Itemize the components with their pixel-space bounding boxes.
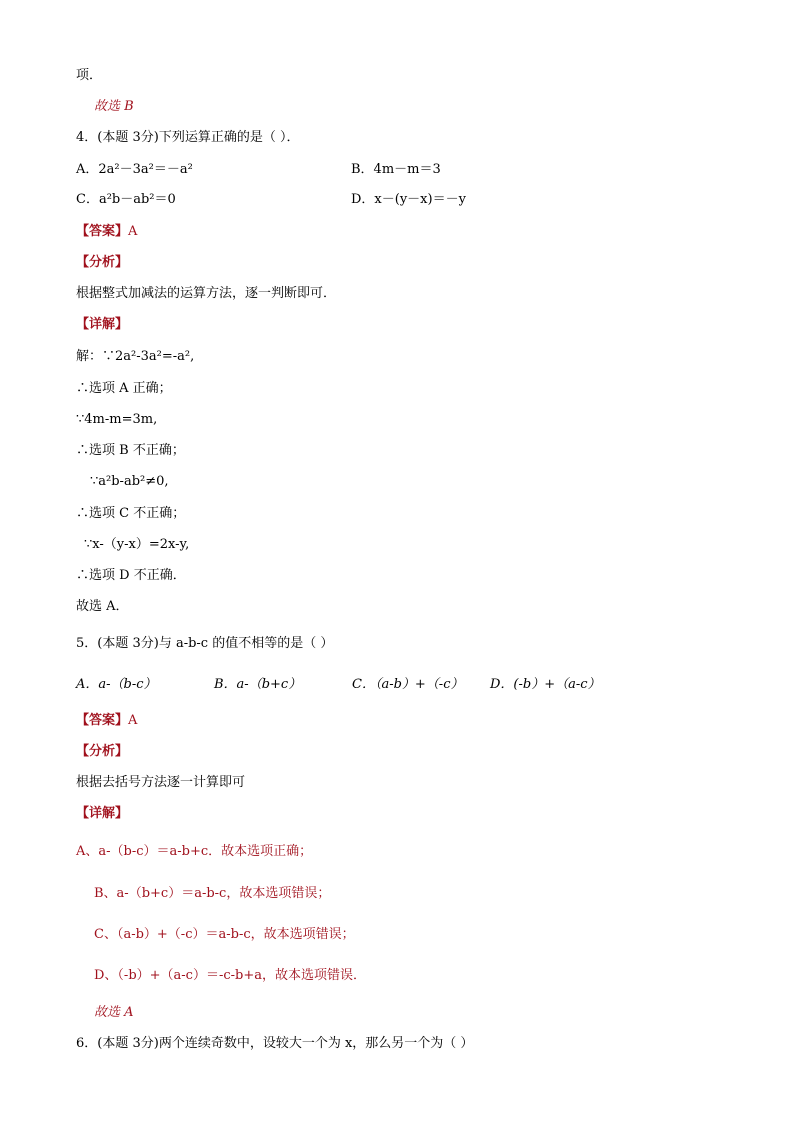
q4-option-c: C．a²b－ab²＝0	[76, 192, 176, 207]
q4-detail-line: ∵x-（y-x）=2x-y,	[84, 537, 190, 552]
q4-detail-line: ∵4m-m=3m,	[76, 412, 158, 427]
q5-detail-line: C、（a-b）+（-c）＝a-b-c，故本选项错误；	[94, 927, 355, 942]
q5-option-d: D．(-b）+（a-c）	[490, 677, 601, 692]
q5-answer-label: 【答案】	[76, 713, 129, 728]
prev-choose-line: 故选 B	[94, 99, 134, 114]
q5-analysis-text: 根据去括号方法逐一计算即可	[76, 775, 246, 790]
q6-stem: 6．(本题 3分)两个连续奇数中，设较大一个为 x，那么另一个为（ ）	[76, 1036, 474, 1051]
q5-answer-value: A	[128, 713, 138, 728]
q4-detail-line: ∴选项 D 不正确．	[76, 568, 186, 583]
q4-answer-label: 【答案】	[76, 224, 129, 239]
q5-detail-line: B、a-（b+c）＝a-b-c，故本选项错误；	[94, 886, 331, 901]
q4-detail-line: ∴选项 B 不正确；	[76, 443, 185, 458]
q5-detail-line: D、（-b）+（a-c）＝-c-b+a，故本选项错误．	[94, 968, 366, 983]
q4-detail-line: ∴选项 C 不正确；	[76, 506, 186, 521]
q5-stem: 5．(本题 3分)与 a-b-c 的值不相等的是（ ）	[76, 636, 334, 651]
q5-detail-label: 【详解】	[76, 806, 129, 821]
q4-answer-value: A	[128, 224, 138, 239]
q5-choose-line: 故选 A	[94, 1005, 134, 1020]
q4-stem: 4．(本题 3分)下列运算正确的是（ ）．	[76, 130, 300, 145]
q5-detail-line: A、a-（b-c）＝a-b+c．故本选项正确；	[76, 844, 313, 859]
q5-analysis-label: 【分析】	[76, 744, 129, 759]
q5-answer	[76, 712, 137, 730]
q4-detail-line: 解：∵2a²-3a²=-a²,	[76, 349, 195, 364]
q4-detail-label: 【详解】	[76, 317, 129, 332]
q4-option-d: D．x－(y－x)＝－y	[351, 192, 466, 207]
q4-detail-line: ∵a²b-ab²≠0,	[90, 474, 169, 489]
q4-detail-line: ∴选项 A 正确；	[76, 381, 172, 396]
q5-option-c: C．（a-b）+（-c）	[352, 677, 464, 692]
q4-option-a: A．2a²－3a²＝－a²	[76, 162, 193, 177]
q5-option-a: A．a-（b-c）	[76, 677, 157, 692]
q4-answer	[76, 223, 137, 241]
prev-answer-tail: 项．	[76, 68, 103, 83]
q4-detail-line: 故选 A．	[76, 599, 129, 614]
q4-option-b: B．4m－m＝3	[351, 162, 441, 177]
q4-analysis-label: 【分析】	[76, 255, 129, 270]
q5-option-b: B．a-（b+c）	[214, 677, 302, 692]
q4-analysis-text: 根据整式加减法的运算方法，逐一判断即可．	[76, 286, 337, 301]
